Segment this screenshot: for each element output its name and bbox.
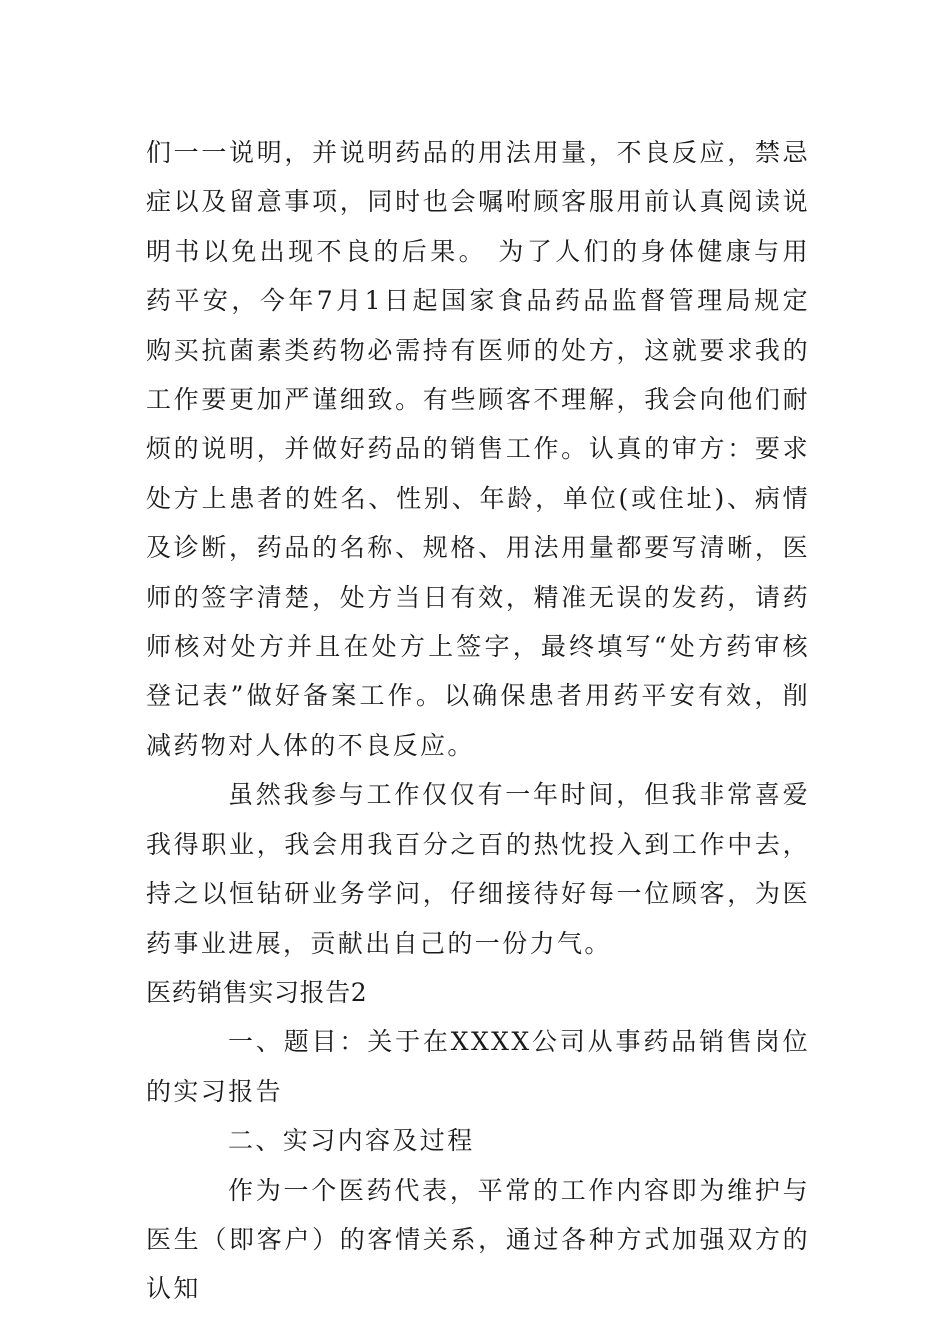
paragraph-career-commitment: 虽然我参与工作仅仅有一年时间，但我非常喜爱我得职业，我会用我百分之百的热忱投入到工作中去，持之以恒钻研业务学问，仔细接待好每一位顾客，为医药事业进展，贡献出自己的一份力气。 (146, 780, 810, 958)
paragraph-internship-content-heading: 二、实习内容及过程 (228, 1126, 475, 1156)
paragraph-report-topic: 一、题目：关于在XXXX公司从事药品销售岗位的实习报告 (146, 1027, 810, 1106)
document-body (146, 128, 810, 1314)
paragraph-medication-instructions: 们一一说明，并说明药品的用法用量，不良反应，禁忌症以及留意事项，同时也会嘱咐顾客服用前认真阅读说明书以免出现不良的后果。 为了人们的身体健康与用药平安，今年7月1日起国家食品药品监督管理局规定购买抗菌素类药物必需持有医师的处方，这就要求我的工作要更加严谨细致。有些顾客不理解，我会向他们耐烦的说明，并做好药品的销售工作。认真的审方：要求处方上患者的姓名、性别、年龄，单位(或住址)、病情及诊断，药品的名称、规格、用法用量都要写清晰，医师的签字清楚，处方当日有效，精准无误的发药，请药师核对处方并且在处方上签字，最终填写“处方药审核登记表”做好备案工作。以确保患者用药平安有效，削减药物对人体的不良反应。 (146, 138, 810, 760)
section-title: 医药销售实习报告2 (146, 977, 368, 1007)
paragraph-medical-representative-work: 作为一个医药代表，平常的工作内容即为维护与医生（即客户）的客情关系，通过各种方式加强双方的认知 (146, 1175, 810, 1304)
